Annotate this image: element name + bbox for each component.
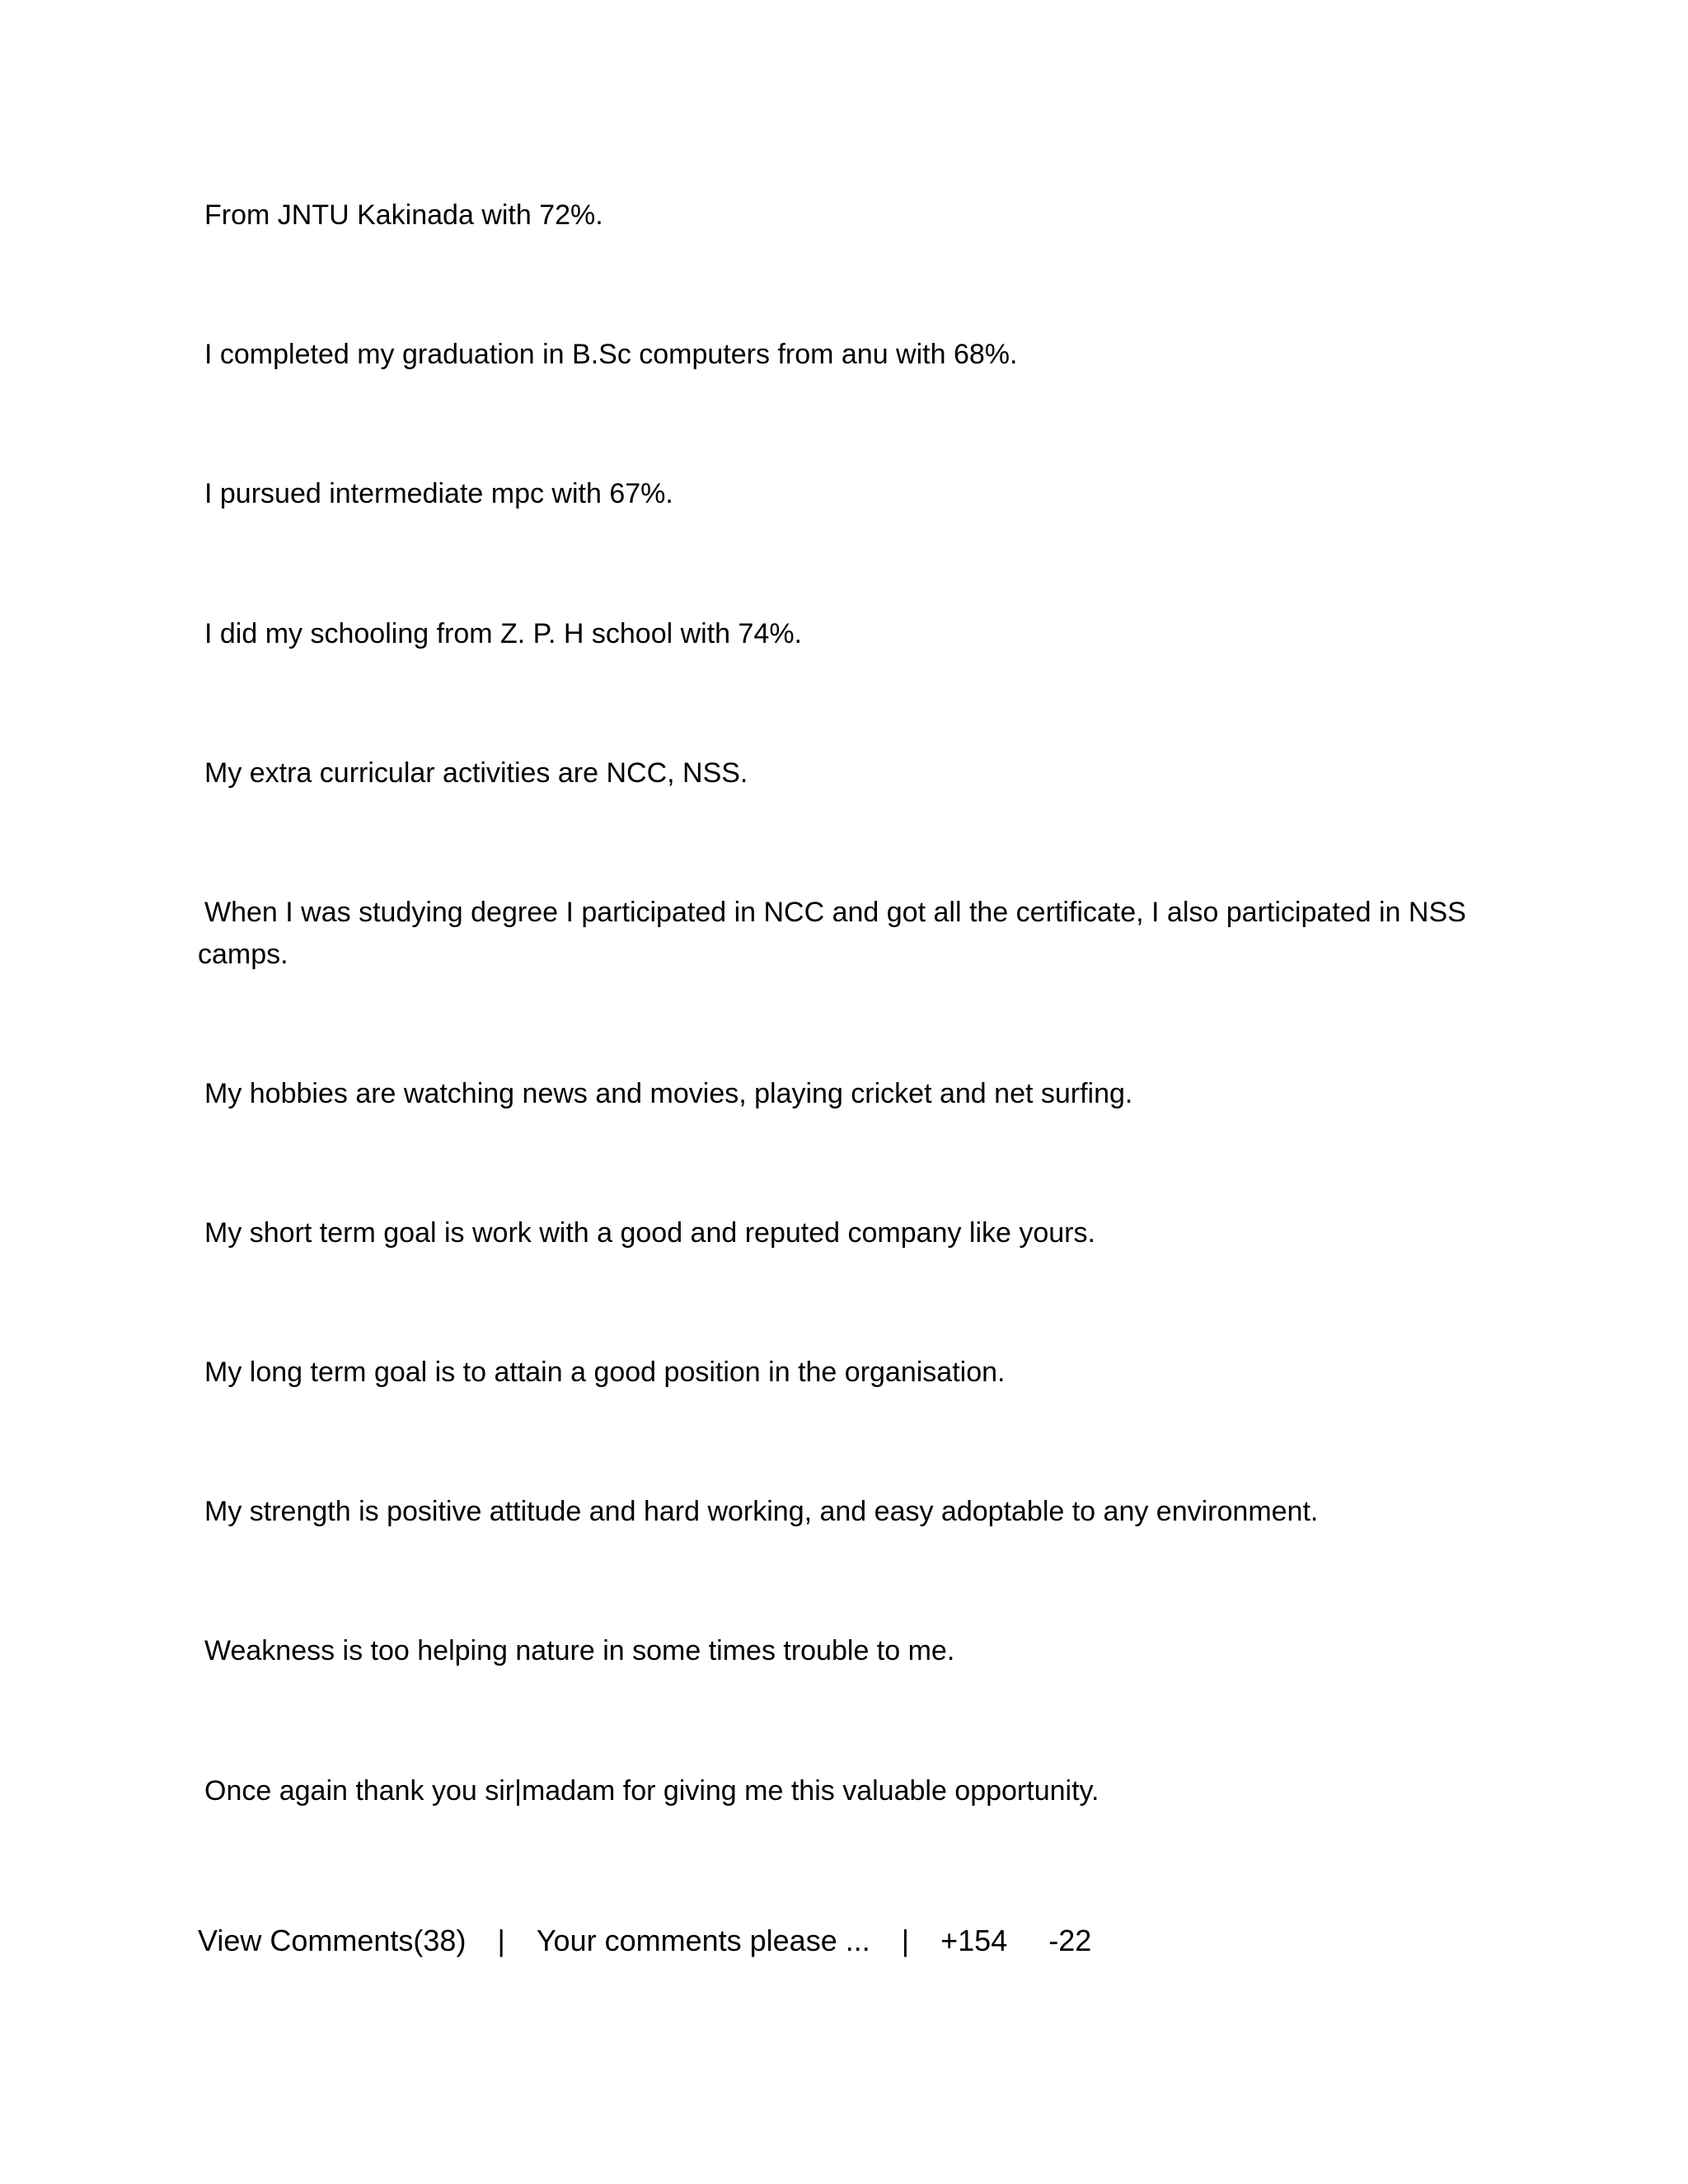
paragraph-weakness: Weakness is too helping nature in some times trouble to me. (204, 1635, 955, 1666)
footer-separator: | (497, 1924, 505, 1957)
footer-separator: | (901, 1924, 910, 1957)
paragraph-long-term-goal: My long term goal is to attain a good position in the organisation. (204, 1357, 1006, 1388)
paragraph-extracurricular: My extra curricular activities are NCC, NSS. (204, 757, 748, 789)
paragraph-thank-you: Once again thank you sir|madam for giving me this valuable opportunity. (204, 1775, 1100, 1807)
vote-down-button[interactable]: -22 (1048, 1924, 1092, 1957)
paragraph-ncc-nss (198, 892, 1490, 976)
paragraph-education-btech: From JNTU Kakinada with 72%. (204, 199, 603, 231)
paragraph-education-intermediate: I pursued intermediate mpc with 67%. (204, 478, 673, 509)
paragraph-ncc-nss-line2: camps. (198, 939, 288, 970)
paragraph-education-schooling: I did my schooling from Z. P. H school with 74%. (204, 618, 803, 649)
paragraph-strength: My strength is positive attitude and hard working, and easy adoptable to any environment. (204, 1496, 1319, 1527)
your-comments-link[interactable]: Your comments please ... (536, 1924, 870, 1957)
vote-up-button[interactable]: +154 (940, 1924, 1008, 1957)
paragraph-education-graduation: I completed my graduation in B.Sc computers from anu with 68%. (204, 339, 1018, 370)
paragraph-hobbies: My hobbies are watching news and movies, playing cricket and net surfing. (204, 1078, 1133, 1109)
paragraph-short-term-goal: My short term goal is work with a good and reputed company like yours. (204, 1217, 1095, 1249)
view-comments-link[interactable]: View Comments(38) (198, 1924, 467, 1957)
paragraph-ncc-nss-line1: When I was studying degree I participated in NCC and got all the certificate, I also participated in NSS (204, 897, 1466, 928)
comments-footer (198, 1919, 1091, 1963)
